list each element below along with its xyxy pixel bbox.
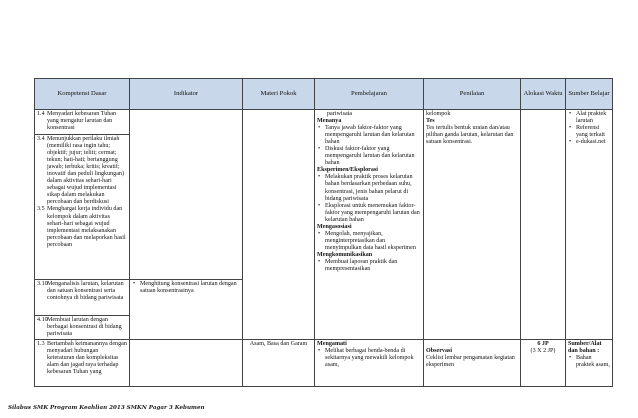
header-materi-pokok: Materi Pokok [243, 79, 315, 110]
kd-text: Menganalisis larutan, kelarutan dan satuan konsentrasi serta contohnya di bidang pariwisata [47, 281, 124, 302]
penilaian-cont: kelompok [426, 111, 451, 117]
list-item: • Diskusi faktor-faktor yang mempengaruhi larutan dan kelarutan bahan [317, 146, 421, 167]
kd-cell [35, 316, 130, 340]
mengamati-title: Mengamati [317, 341, 347, 348]
list-item: • Mengolah, menyajikan, menginterpretasikan dan menyimpulkan data hasil eksperimen [317, 231, 421, 252]
kd-text: Menyadari kebesaran Tuhan yang mengatur larutan dan konsentrasi [47, 111, 117, 132]
observasi-text: Ceklist lembar pengamatan kegiatan eksperimen [426, 355, 515, 369]
indikator-cell-empty [130, 110, 243, 280]
pembelajaran-cont: pariwisata [327, 111, 353, 117]
pembelajaran-cell [315, 340, 424, 387]
kd-number: 3.5 [37, 206, 45, 213]
kd-cell [35, 110, 130, 135]
kd-number: 3.4 [37, 136, 45, 142]
indikator-cell [130, 280, 243, 340]
kd-number: 1.3 [37, 341, 45, 348]
materi-cell: Asam, Basa dan Garam [243, 340, 315, 387]
header-indikator: Indikator [130, 79, 243, 110]
kd-number: 4.10 [37, 317, 48, 323]
menanya-title: Menanya [317, 118, 342, 125]
pembelajaran-cell [315, 110, 424, 340]
list-item: • Melakukan praktik proses kelarutan bahan berdasarkan perbedaan suhu, konsentrasi, jenis bahan pelarut di bidang pariwisata [317, 174, 421, 202]
tes-text: Tes tertulis bentuk uraian dan/atau pilihan ganda larutan, kelarutan dan satuan konsentrasi. [426, 125, 514, 146]
table-row [35, 340, 613, 387]
list-item: • Bahan praktek asam, [568, 355, 610, 369]
header-penilaian: Penilaian [424, 79, 521, 110]
sumber-cell [566, 340, 613, 387]
penilaian-cell [424, 110, 521, 340]
list-item: • Referensi yang terkait [568, 125, 610, 139]
kd-text: Menghargai kerja individu dan kelompok dalam aktivitas sehari-hari sebagai wujud implementasi melaksanakan percobaan dan melaporkan hasil percobaan [47, 206, 126, 248]
table-row [35, 110, 613, 135]
sumber-title: Sumber/Alat dan bahan : [568, 341, 602, 355]
sumber-cell [566, 110, 613, 340]
list-item: • Melihat berbagai benda-benda di sekitarnya yang mewakili kelompok asam, [317, 348, 421, 369]
list-item: • e-dukasi.net [568, 139, 610, 146]
alokasi-cell [521, 340, 566, 387]
indikator-cell-empty [130, 340, 243, 387]
header-alokasi-waktu: Alokasi Waktu [521, 79, 566, 110]
list-item: • Tanya jawab faktor-faktor yang mempengaruhi larutan dan kelarutan bahan [317, 125, 421, 146]
kd-text: Bertambah keimanannya dengan menyadari hubungan keteraturan dan kompleksitas alam dan jagad raya terhadap kebesaran Tuhan yang [47, 341, 127, 376]
list-item: • Membuat laporan praktik dan mempresentasikan [317, 259, 421, 273]
tes-title: Tes [426, 118, 435, 125]
asosiasi-title: Mengasosiasi [317, 223, 352, 230]
kd-number: 1.4 [37, 111, 45, 117]
kd-cell [35, 135, 130, 280]
syllabus-table [34, 78, 613, 387]
header-kompetensi-dasar: Kompetensi Dasar [35, 79, 130, 110]
kd-cell [35, 340, 130, 387]
page-footer: Silabus SMK Program Keahlian 2013 SMKN Pagar 3 Kebumen [8, 405, 205, 411]
list-item: • Alat praktek larutan [568, 111, 610, 125]
kd-number: 3.10 [37, 281, 48, 287]
header-sumber-belajar: Sumber Belajar [566, 79, 613, 110]
header-pembelajaran: Pembelajaran [315, 79, 424, 110]
observasi-title: Observasi [426, 348, 453, 355]
kd-cell [35, 280, 130, 316]
alokasi-cell-empty [521, 110, 566, 340]
alokasi-detail: (3 X 2 JP) [530, 348, 556, 355]
eksperimen-title: Eksperimen/Eksplorasi [317, 167, 378, 174]
list-item: • Eksplorasi untuk menemukan faktor-faktor yang mempengaruhi larutan dan kelarutan bahan [317, 203, 421, 224]
kd-text: Membuat larutan dengan berbagai konsentrasi di bidang pariwisata [47, 317, 122, 338]
kd-text: Menunjukkan perilaku ilmiah (memiliki rasa ingin tahu; objektif; jujur; teliti; cermat; tekun; hati-hati; bertanggung jawab; terbuka; kritis; kreatif; inovatif dan peduli lingkungan) dalam aktivitas sehari-hari sebagai wujud implementasi sikap dalam melakukan percobaan dan berdiskusi [47, 136, 125, 206]
alokasi-jp: 6 JP [537, 341, 549, 348]
list-item: • Menghitung konsentrasi larutan dengan satuan konsentrasinya [132, 281, 240, 295]
penilaian-cell [424, 340, 521, 387]
komunikasi-title: Mengkomunikasikan [317, 251, 373, 258]
materi-cell-empty [243, 110, 315, 340]
header-row [35, 79, 613, 110]
